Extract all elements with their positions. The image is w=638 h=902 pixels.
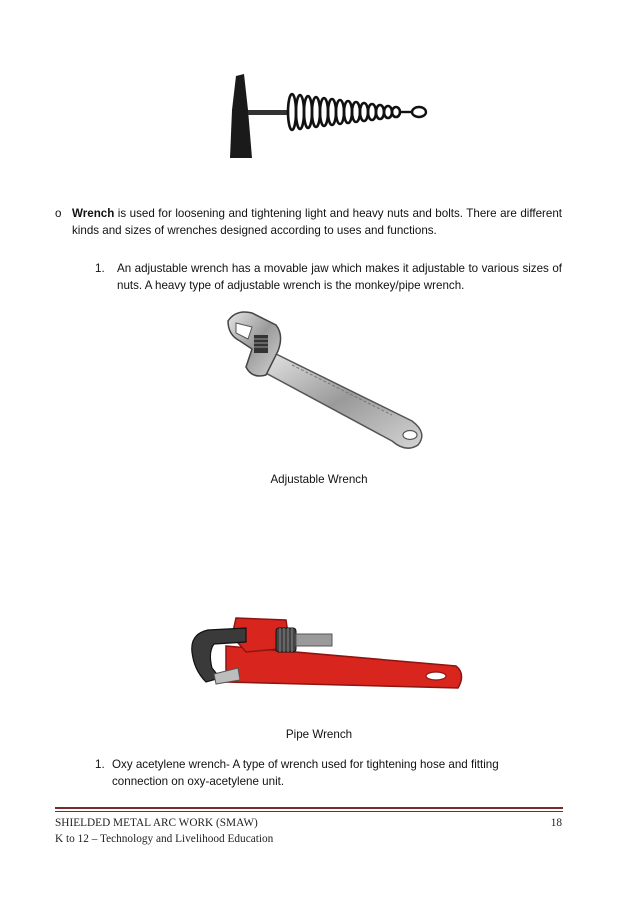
footer-title: SHIELDED METAL ARC WORK (SMAW) [55, 817, 258, 829]
footer-rule-thin [55, 811, 563, 812]
footer-subtitle: K to 12 – Technology and Livelihood Education [55, 833, 274, 845]
chipping-hammer-image [222, 70, 432, 162]
oxy-item-text: Oxy acetylene wrench- A type of wrench used for tightening hose and fitting connection on oxy-acetylene unit. [112, 758, 499, 788]
footer-rule-thick [55, 807, 563, 809]
pipe-wrench-caption: Pipe Wrench [285, 728, 353, 741]
page-number: 18 [550, 817, 562, 829]
wrench-term: Wrench [72, 207, 115, 220]
adjustable-wrench-image [222, 305, 434, 453]
oxy-item-number: 1. [95, 758, 105, 771]
pipe-wrench-image [186, 608, 468, 708]
wrench-paragraph [72, 205, 562, 239]
wrench-bullet: o [55, 207, 62, 220]
adjustable-wrench-caption: Adjustable Wrench [270, 473, 368, 486]
adjustable-item-text: An adjustable wrench has a movable jaw which makes it adjustable to various sizes of nuts. A heavy type of adjustable wrench is the monkey/pipe wrench. [117, 262, 562, 292]
wrench-description: is used for loosening and tightening light and heavy nuts and bolts. There are different kinds and sizes of wrenches designed according to uses and functions. [72, 207, 562, 237]
adjustable-item-number: 1. [95, 262, 105, 275]
